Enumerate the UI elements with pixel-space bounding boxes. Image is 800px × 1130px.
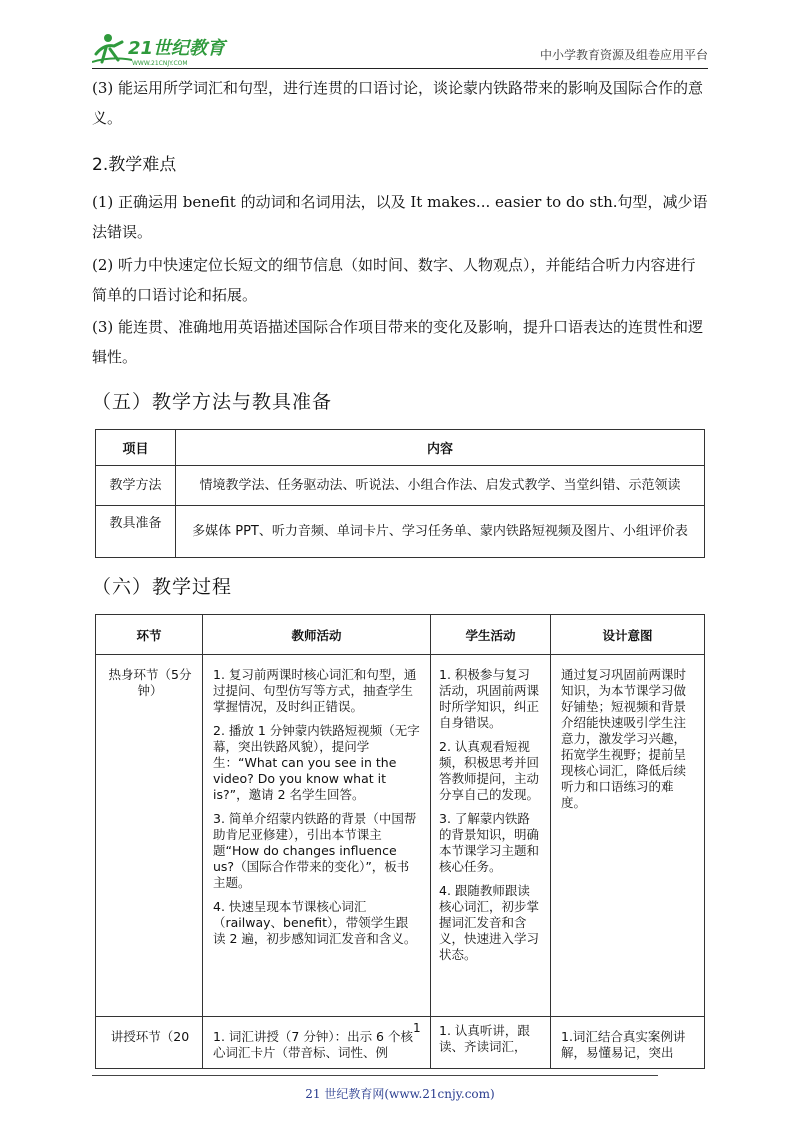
svg-text:21世纪教育: 21世纪教育 [128,38,226,59]
page-number: 1 [413,1021,421,1035]
process-table [95,614,705,1069]
teacher-step: 1. 复习前两课时核心词汇和句型，通过提问、句型仿写等方式，抽查学生掌握情况，及时纠正错误。 [213,667,417,714]
teacher-step: 2. 播放 1 分钟蒙内铁路短视频（无字幕，突出铁路风貌），提问学生：“What can you see in the video? Do you know what it is?”，邀请 2 名学生回答。 [213,723,420,802]
student-step: 1. 积极参与复习活动，巩固前两课时所学知识，纠正自身错误。 [439,667,540,730]
student-activity-cell: 1. 认真听讲，跟读、齐读词汇， [431,1017,551,1069]
row-content: 多媒体 PPT、听力音频、单词卡片、学习任务单、蒙内铁路短视频及图片、小组评价表 [176,506,705,558]
table-header-row [96,615,705,655]
column-header: 设计意图 [551,615,705,655]
difficulty-item-2: (2) 听力中快速定位长短文的细节信息（如时间、数字、人物观点），并能结合听力内容进行简单的口语讨论和拓展。 [92,256,696,304]
section-6-title: （六）教学过程 [92,576,233,598]
column-header: 环节 [96,615,203,655]
student-step: 3. 了解蒙内铁路的背景知识，明确本节课学习主题和核心任务。 [439,811,540,874]
design-intent-cell: 通过复习巩固前两课时知识，为本节课学习做好铺垫；短视频和背景介绍能快速吸引学生注意力，激发学习兴趣，拓宽学生视野；提前呈现核心词汇，降低后续听力和口语练习的难度。 [551,655,705,1017]
row-item: 教具准备 [96,506,176,558]
difficulties-heading: 2.教学难点 [92,155,177,175]
table-row [96,1017,705,1069]
column-header: 学生活动 [431,615,551,655]
svg-text:WWW.21CNJY.COM: WWW.21CNJY.COM [132,60,188,67]
segment-cell: 热身环节（5分钟） [96,655,203,1017]
student-step: 2. 认真观看短视频，积极思考并回答教师提问，主动分享自己的发现。 [439,739,540,802]
section-5-title: （五）教学方法与教具准备 [92,391,333,413]
header-divider [92,68,708,69]
table-row [96,466,705,506]
table-row [96,655,705,1017]
row-content: 情境教学法、任务驱动法、听说法、小组合作法、启发式教学、当堂纠错、示范领读 [176,466,705,506]
teacher-activity-cell: 1. 词汇讲授（7 分钟）：出示 6 个核心词汇卡片（带音标、词性、例 [203,1017,431,1069]
platform-name: 中小学教育资源及组卷应用平台 [539,48,708,62]
objective-item-3: (3) 能运用所学词汇和句型，进行连贯的口语讨论，谈论蒙内铁路带来的影响及国际合作的意义。 [92,79,704,127]
difficulty-item-3: (3) 能连贯、准确地用英语描述国际合作项目带来的变化及影响，提升口语表达的连贯性和逻辑性。 [92,318,704,366]
student-activity-cell [431,655,551,1017]
teacher-activity-cell [203,655,431,1017]
segment-cell: 讲授环节（20 [96,1017,203,1069]
design-intent-cell: 1.词汇结合真实案例讲解，易懂易记，突出 [551,1017,705,1069]
column-header: 教师活动 [203,615,431,655]
table-row [96,506,705,558]
row-item: 教学方法 [96,466,176,506]
column-header: 内容 [176,430,705,466]
teacher-step: 3. 简单介绍蒙内铁路的背景（中国帮助肯尼亚修建），引出本节课主题“How do changes influence us?（国际合作带来的变化）”，板书主题。 [213,811,417,890]
page-header [92,32,708,68]
footer-divider [92,1075,658,1076]
site-logo [92,32,242,68]
column-header: 项目 [96,430,176,466]
footer-link[interactable]: 21 世纪教育网(www.21cnjy.com) [305,1087,495,1101]
methods-table [95,429,705,558]
table-header-row [96,430,705,466]
difficulty-item-1: (1) 正确运用 benefit 的动词和名词用法，以及 It makes... easier to do sth.句型，减少语法错误。 [92,193,708,241]
teacher-step: 4. 快速呈现本节课核心词汇（railway、benefit），带领学生跟读 2 遍，初步感知词汇发音和含义。 [213,899,417,946]
student-step: 4. 跟随教师跟读核心词汇，初步掌握词汇发音和含义，快速进入学习状态。 [439,883,540,962]
